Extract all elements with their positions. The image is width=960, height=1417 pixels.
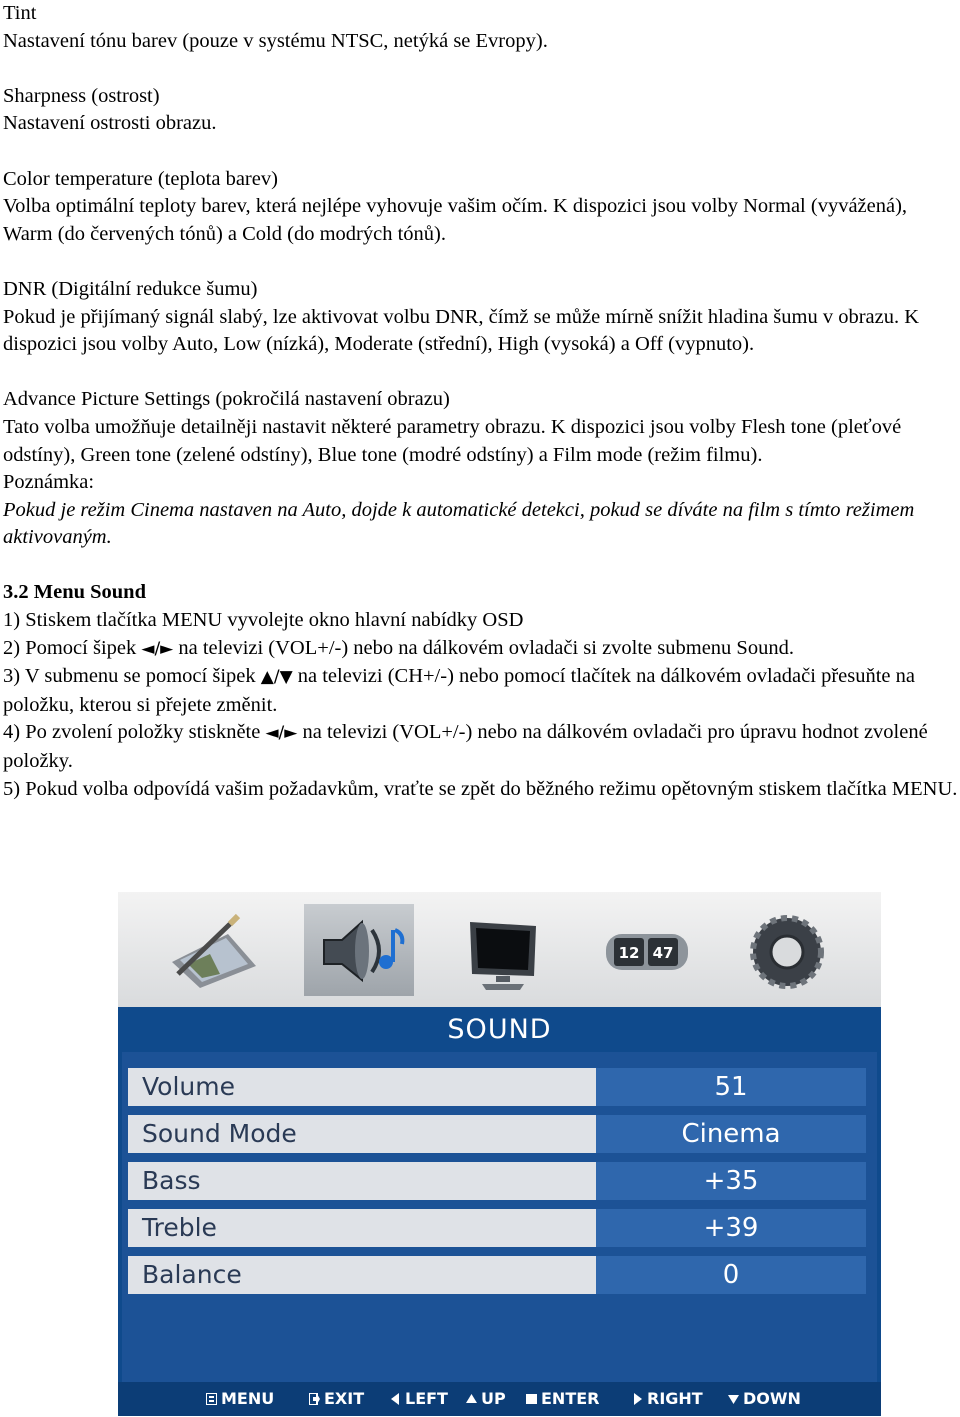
hint-label: LEFT [405, 1389, 448, 1408]
osd-settings-list [122, 1052, 877, 1382]
exit-icon [309, 1393, 320, 1405]
menu-icon [206, 1393, 217, 1405]
setting-value[interactable]: +35 [596, 1162, 866, 1200]
setting-label: Bass [128, 1162, 596, 1200]
picture-icon [158, 904, 268, 996]
setting-row-sound-mode[interactable] [128, 1115, 866, 1153]
hint-right [632, 1382, 703, 1416]
setting-value[interactable]: +39 [596, 1209, 866, 1247]
step-5: 5) Pokud volba odpovídá vašim požadavkům, vraťte se zpět do běžného režimu opětovným stiskem tlačítka MENU. [3, 777, 958, 800]
setting-label: Balance [128, 1256, 596, 1294]
spacer [3, 248, 958, 276]
clock-icon [592, 904, 702, 996]
osd-tab-bar [118, 892, 881, 1007]
setting-row-bass[interactable] [128, 1162, 866, 1200]
tab-clock[interactable] [592, 904, 702, 996]
sound-icon [304, 904, 414, 996]
dnr-body: Pokud je přijímaný signál slabý, lze aktivovat volbu DNR, čímž se může mírně snížit hladina šumu v obrazu. K dispozici jsou volby Auto, Low (nízká), Moderate (střední), High (vysoká) a Off (vypnuto). [3, 305, 920, 356]
step-2-text-a: 2) Pomocí šipek [3, 636, 142, 659]
spacer [3, 359, 958, 387]
hint-label: DOWN [743, 1389, 801, 1408]
osd-title: SOUND [447, 1014, 552, 1045]
spacer [3, 552, 958, 580]
advance-title: Advance Picture Settings (pokročilá nastavení obrazu) [3, 388, 450, 411]
dnr-title: DNR (Digitální redukce šumu) [3, 277, 258, 300]
setting-value[interactable]: Cinema [596, 1115, 866, 1153]
tab-setup[interactable] [732, 904, 842, 996]
hint-left [390, 1382, 448, 1416]
hint-label: EXIT [324, 1389, 365, 1408]
left-right-arrows-icon: ◄/► [265, 723, 298, 744]
setting-label: Treble [128, 1209, 596, 1247]
step-1: 1) Stiskem tlačítka MENU vyvolejte okno hlavní nabídky OSD [3, 609, 524, 632]
note-body: Pokud je režim Cinema nastaven na Auto, dojde k automatické detekci, pokud se díváte na film s tímto režimem aktivovaným. [3, 498, 915, 549]
osd-key-hints [118, 1382, 881, 1416]
tab-sound[interactable] [304, 904, 414, 996]
sharpness-title: Sharpness (ostrost) [3, 84, 160, 107]
step-4 [3, 719, 958, 775]
tv-screen-icon [448, 904, 558, 996]
hint-label: ENTER [541, 1389, 600, 1408]
advance-body: Tato volba umožňuje detailněji nastavit některé parametry obrazu. K dispozici jsou volby Flesh tone (pleťové odstíny), Green tone (zelené odstíny), Blue tone (modré odstíny) a Film mode (režim filmu). [3, 415, 902, 466]
tab-tv[interactable] [448, 904, 558, 996]
hint-label: UP [481, 1389, 506, 1408]
setting-value[interactable]: 0 [596, 1256, 866, 1294]
step-2-text-b: na televizi (VOL+/-) nebo na dálkovém ovladači si zvolte submenu Sound. [173, 636, 794, 659]
setting-row-balance[interactable] [128, 1256, 866, 1294]
clock-minutes: 47 [652, 944, 674, 962]
setup-gear-icon [732, 904, 842, 996]
hint-label: MENU [221, 1389, 275, 1408]
manual-text [3, 0, 958, 803]
setting-row-treble[interactable] [128, 1209, 866, 1247]
step-3 [3, 663, 958, 719]
spacer [3, 138, 958, 166]
step-4-text-b: na televizi (VOL+/-) nebo na dálkovém ovladači pro úpravu hodnot zvolené položky. [3, 721, 928, 773]
sharpness-body: Nastavení ostrosti obrazu. [3, 112, 217, 135]
tint-body: Nastavení tónu barev (pouze v systému NTSC, netýká se Evropy). [3, 29, 548, 52]
setting-label: Volume [128, 1068, 596, 1106]
note-label: Poznámka: [3, 471, 95, 494]
hint-up [466, 1382, 506, 1416]
step-2 [3, 635, 958, 664]
setting-label: Sound Mode [128, 1115, 596, 1153]
step-4-text-a: 4) Po zvolení položky stiskněte [3, 721, 266, 744]
setting-value[interactable]: 51 [596, 1068, 866, 1106]
osd-sound-menu [118, 892, 881, 1416]
hint-down [728, 1382, 801, 1416]
color-temperature-body: Volba optimální teploty barev, která nejlépe vyhovuje vašim očím. K dispozici jsou volby Normal (vyvážená), Warm (do červených tónů) a Cold (do modrých tónů). [3, 195, 908, 245]
spacer [3, 55, 958, 83]
right-arrow-icon [632, 1393, 643, 1405]
left-right-arrows-icon: ◄/► [141, 638, 174, 659]
tint-title: Tint [3, 2, 37, 24]
tab-picture[interactable] [158, 904, 268, 996]
hint-menu [206, 1382, 274, 1416]
step-3-text-a: 3) V submenu se pomocí šipek [3, 665, 261, 688]
color-temperature-title: Color temperature (teplota barev) [3, 167, 278, 190]
hint-exit [309, 1382, 364, 1416]
clock-hours: 12 [618, 944, 640, 962]
setting-row-volume[interactable] [128, 1068, 866, 1106]
up-down-arrows-icon: ▲/▼ [260, 667, 293, 688]
hint-label: RIGHT [647, 1389, 703, 1408]
down-arrow-icon [728, 1393, 739, 1405]
enter-icon [526, 1393, 537, 1405]
hint-enter [526, 1382, 599, 1416]
up-arrow-icon [466, 1393, 477, 1405]
menu-sound-heading: 3.2 Menu Sound [3, 581, 146, 604]
left-arrow-icon [390, 1393, 401, 1405]
step-3-text-b: na televizi (CH+/-) nebo pomocí tlačítek na dálkovém ovladači přesuňte na položku, kterou si přejete změnit. [3, 665, 915, 716]
